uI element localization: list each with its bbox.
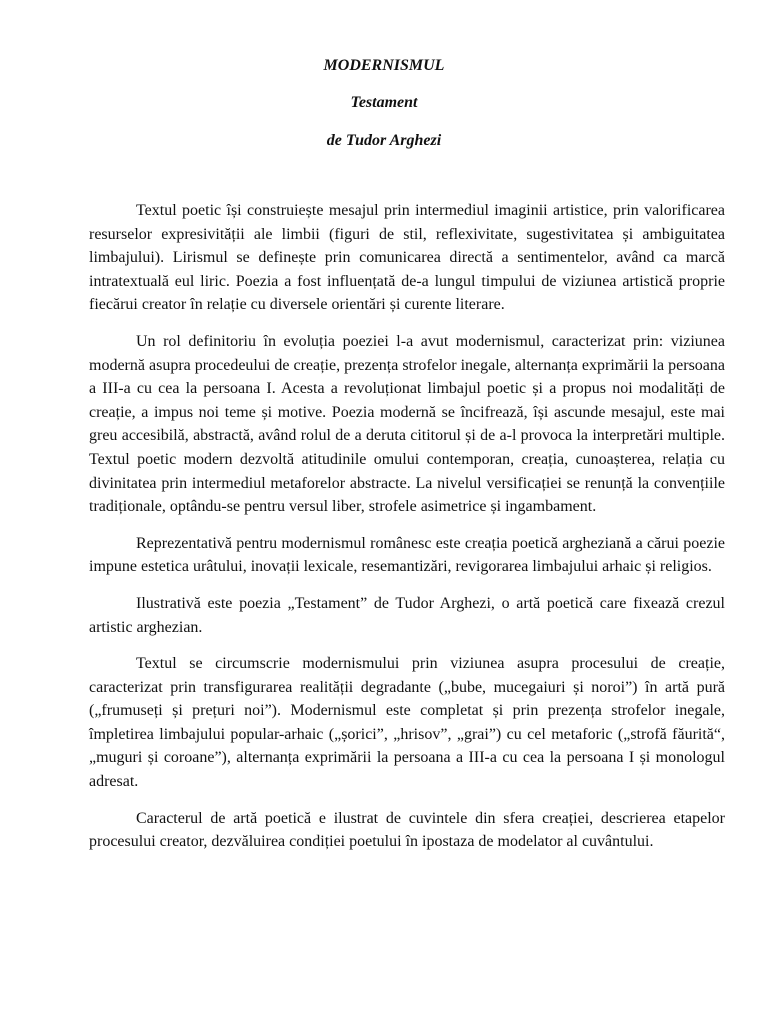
paragraph: Un rol definitoriu în evoluția poeziei l-a avut modernismul, caracterizat prin: viziunea modernă asupra procedeului de creație, prezența strofelor inegale, alternanța exprimării la persoana a III-a cu cea la persoana I. Acesta a revoluționat limbajul poetic și a propus noi modalități de creație, a impus noi teme și motive. Poezia modernă se încifrează, își ascunde mesajul, este mai greu accesibilă, abstractă, având rolul de a deruta cititorul și de a-l provoca la interpretări multiple. Textul poetic modern dezvoltă atitudinile omului contemporan, creația, cunoașterea, relația cu divinitatea prin intermediul metaforelor abstracte. La nivelul versificației se renunță la convențiile tradiționale, optându-se pentru versul liber, strofele asimetrice și ingambament.	[89, 332, 725, 516]
paragraph: Ilustrativă este poezia „Testament” de Tudor Arghezi, o artă poetică care fixează crezul artistic arghezian.	[89, 594, 725, 636]
document-body	[89, 199, 725, 867]
document-title: MODERNISMUL	[323, 57, 445, 74]
paragraph: Textul poetic își construiește mesajul prin intermediul imaginii artistice, prin valorificarea resurselor expresivității ale limbii (figuri de stil, reflexivitate, sugestivitatea și ambiguitatea limbajului). Lirismul se definește prin comunicarea directă a sentimentelor, având ca marcă intratextuală eul liric. Poezia a fost influențată de-a lungul timpului de viziunea artistică proprie fiecărui creator în relație cu diversele orientări și curente literare.	[89, 202, 725, 314]
paragraph: Caracterul de artă poetică e ilustrat de cuvintele din sfera creației, descrierea etapelor procesului creator, dezvăluirea condiției poetului în ipostaza de modelator al cuvântului.	[89, 809, 725, 851]
paragraph: Textul se circumscrie modernismului prin viziunea asupra procesului de creație, caracterizat prin transfigurarea realității degradante („bube, mucegaiuri și noroi”) în artă pură („frumuseți și prețuri noi”). Modernismul este completat și prin prezența strofelor inegale, împletirea limbajului popular-arhaic („șorici”, „hrisov”, „grai”) cu cel metaforic („strofă făurită“, „muguri și coroane”), alternanța exprimării la persoana a III-a cu cea la persoana I și monologul adresat.	[89, 655, 725, 791]
paragraph: Reprezentativă pentru modernismul românesc este creația poetică argheziană a cărui poezie impune estetica urâtului, inovații lexicale, resemantizări, revigorarea limbajului arhaic și religios.	[89, 534, 725, 576]
poem-title: Testament	[350, 94, 418, 111]
poem-author: de Tudor Arghezi	[326, 132, 442, 149]
